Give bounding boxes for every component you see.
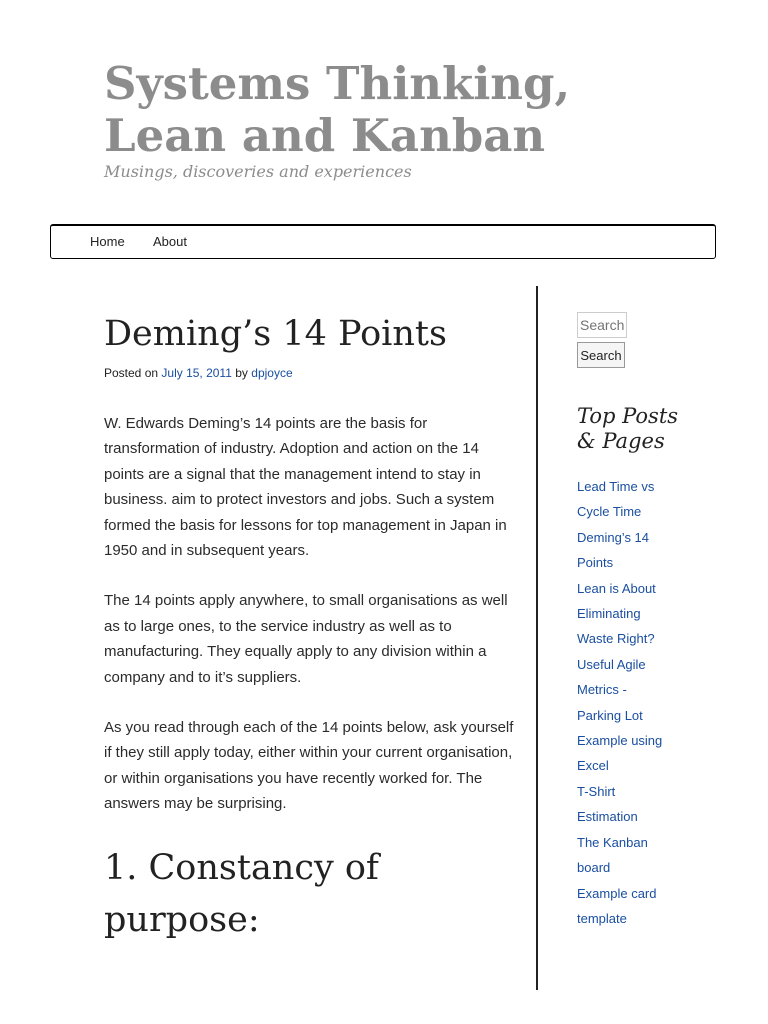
main-content [104, 310, 516, 946]
top-post-link[interactable]: Example card template [577, 885, 657, 926]
post-meta [104, 366, 516, 380]
list-item [577, 779, 672, 830]
list-item [577, 881, 672, 932]
post-paragraph: As you read through each of the 14 points below, ask yourself if they still apply today, either within your current organisation, or within organisations you have recently worked for. The answers may be surprising. [104, 719, 514, 813]
site-title[interactable]: Systems Thinking, Lean and Kanban [104, 57, 571, 162]
list-item [577, 474, 672, 525]
post-title: Deming’s 14 Points [104, 314, 447, 354]
top-posts-list [577, 474, 672, 931]
search-input[interactable] [577, 312, 627, 338]
nav-item-about[interactable]: About [153, 234, 187, 249]
list-item [577, 576, 672, 652]
post-date-link[interactable]: July 15, 2011 [161, 366, 232, 380]
list-item [577, 525, 672, 576]
top-post-link[interactable]: Useful Agile Metrics - Parking Lot Example using Excel [577, 656, 663, 774]
by-label: by [235, 366, 248, 380]
search-button[interactable]: Search [577, 342, 625, 368]
post-content [104, 411, 516, 946]
post-paragraph: W. Edwards Deming’s 14 points are the basis for transformation of industry. Adoption and action on the 14 points are a signal that the management intend to stay in business. aim to protect investors and jobs. Such a system formed the basis for lessons for top management in Japan in 1950 and in subsequent years. [104, 415, 507, 560]
post-author-link[interactable]: dpjoyce [251, 366, 293, 380]
nav-item-home[interactable]: Home [90, 234, 125, 249]
list-item [577, 830, 672, 881]
section-heading: 1. Constancy of purpose: [104, 847, 379, 940]
sidebar [577, 312, 687, 931]
content-divider [536, 286, 538, 990]
top-posts-title: Top Posts & Pages [577, 404, 679, 453]
top-post-link[interactable]: Deming’s 14 Points [577, 529, 650, 571]
main-navigation [50, 224, 716, 259]
list-item [577, 652, 672, 779]
top-post-link[interactable]: Lean is About Eliminating Waste Right? [577, 580, 656, 647]
top-post-link[interactable]: Lead Time vs Cycle Time [577, 479, 655, 520]
post-paragraph: The 14 points apply anywhere, to small organisations as well as to large ones, to the service industry as well as to manufacturing. They equally apply to any division within a company and to it’s suppliers. [104, 592, 508, 686]
site-description: Musings, discoveries and experiences [104, 162, 412, 181]
search-form [577, 312, 687, 368]
top-post-link[interactable]: The Kanban board [577, 834, 648, 876]
top-post-link[interactable]: T-Shirt Estimation [577, 783, 638, 825]
posted-on-label: Posted on [104, 366, 159, 380]
